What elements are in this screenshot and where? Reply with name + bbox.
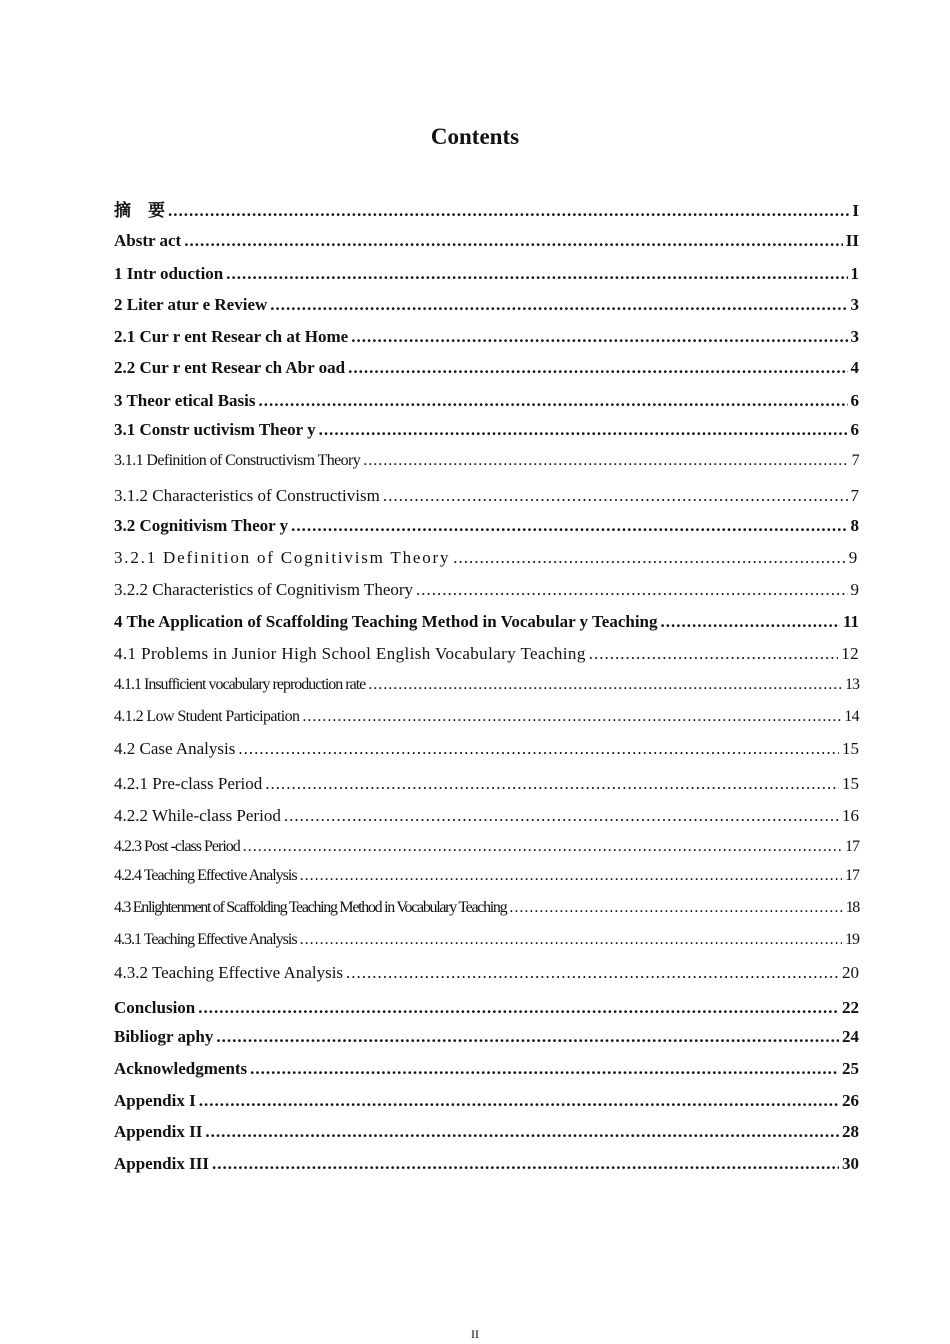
toc-leader (226, 265, 847, 282)
toc-leader (351, 328, 847, 345)
toc-entry[interactable] (114, 1060, 859, 1077)
toc-entry-label: Appendix I (114, 1091, 196, 1110)
toc-leader (319, 421, 848, 438)
toc-entry[interactable] (114, 232, 859, 249)
toc-leader (509, 900, 842, 916)
toc-entry[interactable] (114, 613, 859, 630)
toc-entry[interactable] (114, 392, 859, 409)
toc-entry[interactable] (114, 549, 859, 566)
toc-leader (270, 296, 847, 313)
toc-entry-label: Appendix II (114, 1122, 203, 1141)
toc-leader (250, 1060, 839, 1077)
toc-entry-page: 22 (842, 998, 859, 1017)
toc-entry-label: 4.1.2 Low Student Participation (114, 708, 300, 725)
toc-entry-label: 3 Theor etical Basis (114, 391, 256, 410)
toc-entry-page: 14 (844, 708, 859, 725)
toc-entry[interactable] (114, 932, 859, 948)
toc-leader (416, 581, 847, 598)
toc-entry[interactable] (114, 999, 859, 1016)
toc-entry-label: Abstr act (114, 231, 182, 250)
toc-entry-page: 1 (850, 264, 859, 283)
toc-entry-label: 2 Liter atur e Review (114, 295, 268, 314)
toc-entry-page: 30 (842, 1154, 859, 1173)
toc-leader (291, 517, 847, 534)
toc-entry-label: 2.2 Cur r ent Resear ch Abr oad (114, 358, 346, 377)
toc-entry-label: 4.1.1 Insufficient vocabulary reproduction rate (114, 676, 366, 693)
toc-leader (259, 392, 848, 409)
toc-entry[interactable] (114, 1028, 859, 1045)
toc-leader (205, 1123, 839, 1140)
toc-leader (212, 1155, 839, 1172)
toc-entry-label: 4.2 Case Analysis (114, 739, 236, 758)
toc-entry-label: 4.2.3 Post -class Period (114, 838, 240, 855)
toc-leader (216, 1028, 839, 1045)
toc-leader (453, 549, 845, 566)
toc-entry-label: 1 Intr oduction (114, 264, 224, 283)
toc-leader (589, 645, 838, 662)
toc-entry-label: 3.1.1 Definition of Constructivism Theory (114, 452, 361, 469)
toc-entry[interactable] (114, 296, 859, 313)
toc-leader (368, 677, 842, 693)
toc-leader (265, 775, 839, 792)
toc-entry-label: Acknowledgments (114, 1059, 248, 1078)
toc-entry-page: 18 (845, 899, 859, 916)
toc-entry-page: 28 (842, 1122, 859, 1141)
toc-entry-label: Bibliogr aphy (114, 1027, 214, 1046)
toc-leader (346, 964, 839, 981)
toc-entry-page: 12 (841, 644, 859, 663)
toc-entry[interactable] (114, 740, 859, 757)
toc-leader (199, 1092, 839, 1109)
page-number: II (471, 1327, 479, 1341)
toc-entry-page: 19 (845, 931, 859, 948)
toc-entry-page: 3 (850, 327, 859, 346)
page-title: Contents (430, 124, 520, 149)
toc-entry-label: 3.1 Constr uctivism Theor y (114, 420, 316, 439)
toc-entry-label: 3.2.2 Characteristics of Cognitivism Theory (114, 580, 414, 599)
toc-entry-label: 4.2.1 Pre-class Period (114, 774, 263, 793)
toc-entry[interactable] (114, 359, 859, 376)
toc-entry-page: 24 (842, 1027, 859, 1046)
toc-entry[interactable] (114, 1092, 859, 1109)
toc-entry-label: 4.2.2 While-class Period (114, 806, 281, 825)
toc-leader (661, 613, 840, 630)
toc-entry[interactable] (114, 839, 859, 855)
toc-entry-label: 4.3.1 Teaching Effective Analysis (114, 931, 297, 948)
toc-leader (238, 740, 839, 757)
toc-entry-label: 2.1 Cur r ent Resear ch at Home (114, 327, 349, 346)
toc-entry-page: 15 (842, 739, 859, 758)
toc-entry-page: 20 (842, 963, 859, 982)
toc-entry[interactable] (114, 645, 859, 662)
toc-leader (198, 999, 839, 1016)
toc-entry[interactable] (114, 265, 859, 282)
toc-entry[interactable] (114, 581, 859, 598)
toc-leader (284, 807, 839, 824)
toc-leader (300, 932, 842, 948)
toc-entry[interactable] (114, 775, 859, 792)
toc-entry-page: II (845, 231, 859, 250)
toc-entry-page: 13 (845, 676, 859, 693)
toc-entry-label: 4.2.4 Teaching Effective Analysis (114, 867, 297, 884)
toc-entry[interactable] (114, 709, 859, 725)
toc-leader (168, 202, 849, 219)
toc-entry[interactable] (114, 1155, 859, 1172)
toc-entry[interactable] (114, 202, 859, 219)
toc-leader (383, 487, 848, 504)
toc-entry-page: 6 (850, 420, 859, 439)
toc-leader (184, 232, 843, 249)
toc-entry-page: 7 (851, 452, 859, 469)
toc-entry[interactable] (114, 421, 859, 438)
toc-entry-label: 4.1 Problems in Junior High School English Vocabulary Teaching (114, 644, 586, 663)
toc-entry-page: 9 (848, 548, 859, 567)
toc-entry[interactable] (114, 517, 859, 534)
toc-leader (363, 453, 848, 469)
toc-entry-label: 4.3 Enlightenment of Scaffolding Teaching Method in Vocabulary Teaching (114, 899, 507, 916)
toc-entry-page: 11 (842, 612, 859, 631)
toc-entry-page: 15 (842, 774, 859, 793)
toc-entry-page: 26 (842, 1091, 859, 1110)
toc-entry[interactable] (114, 964, 859, 981)
toc-entry[interactable] (114, 487, 859, 504)
toc-entry-label: 3.2.1 Definition of Cognitivism Theory (114, 548, 451, 567)
toc-entry-label: Appendix III (114, 1154, 209, 1173)
toc-entry-label: Conclusion (114, 998, 196, 1017)
toc-leader (300, 868, 842, 884)
toc-entry-page: 16 (842, 806, 859, 825)
toc-entry[interactable] (114, 453, 859, 469)
toc-entry-label: 4.3.2 Teaching Effective Analysis (114, 963, 344, 982)
toc-entry[interactable] (114, 1123, 859, 1140)
toc-leader (243, 839, 842, 855)
toc-entry-page: 7 (850, 486, 859, 505)
toc-entry[interactable] (114, 868, 859, 884)
toc-entry-label: 4 The Application of Scaffolding Teaching Method in Vocabular y Teaching (114, 612, 658, 631)
toc-entry-page: 8 (850, 516, 859, 535)
toc-entry-page: 4 (850, 358, 859, 377)
toc-entry-label: 3.2 Cognitivism Theor y (114, 516, 289, 535)
toc-entry-page: 9 (850, 580, 859, 599)
toc-entry-page: I (852, 201, 859, 220)
toc-entry[interactable] (114, 900, 859, 916)
toc-entry[interactable] (114, 807, 859, 824)
toc-entry-page: 3 (850, 295, 859, 314)
toc-leader (348, 359, 847, 376)
toc-entry-label: 3.1.2 Characteristics of Constructivism (114, 486, 380, 505)
toc-entry[interactable] (114, 677, 859, 693)
toc-entry-page: 6 (850, 391, 859, 410)
toc-leader (302, 709, 841, 725)
toc-entry[interactable] (114, 328, 859, 345)
toc-entry-label: 摘 要 (114, 201, 165, 220)
toc-entry-page: 25 (842, 1059, 859, 1078)
toc-entry-page: 17 (845, 867, 859, 884)
toc-entry-page: 17 (845, 838, 859, 855)
